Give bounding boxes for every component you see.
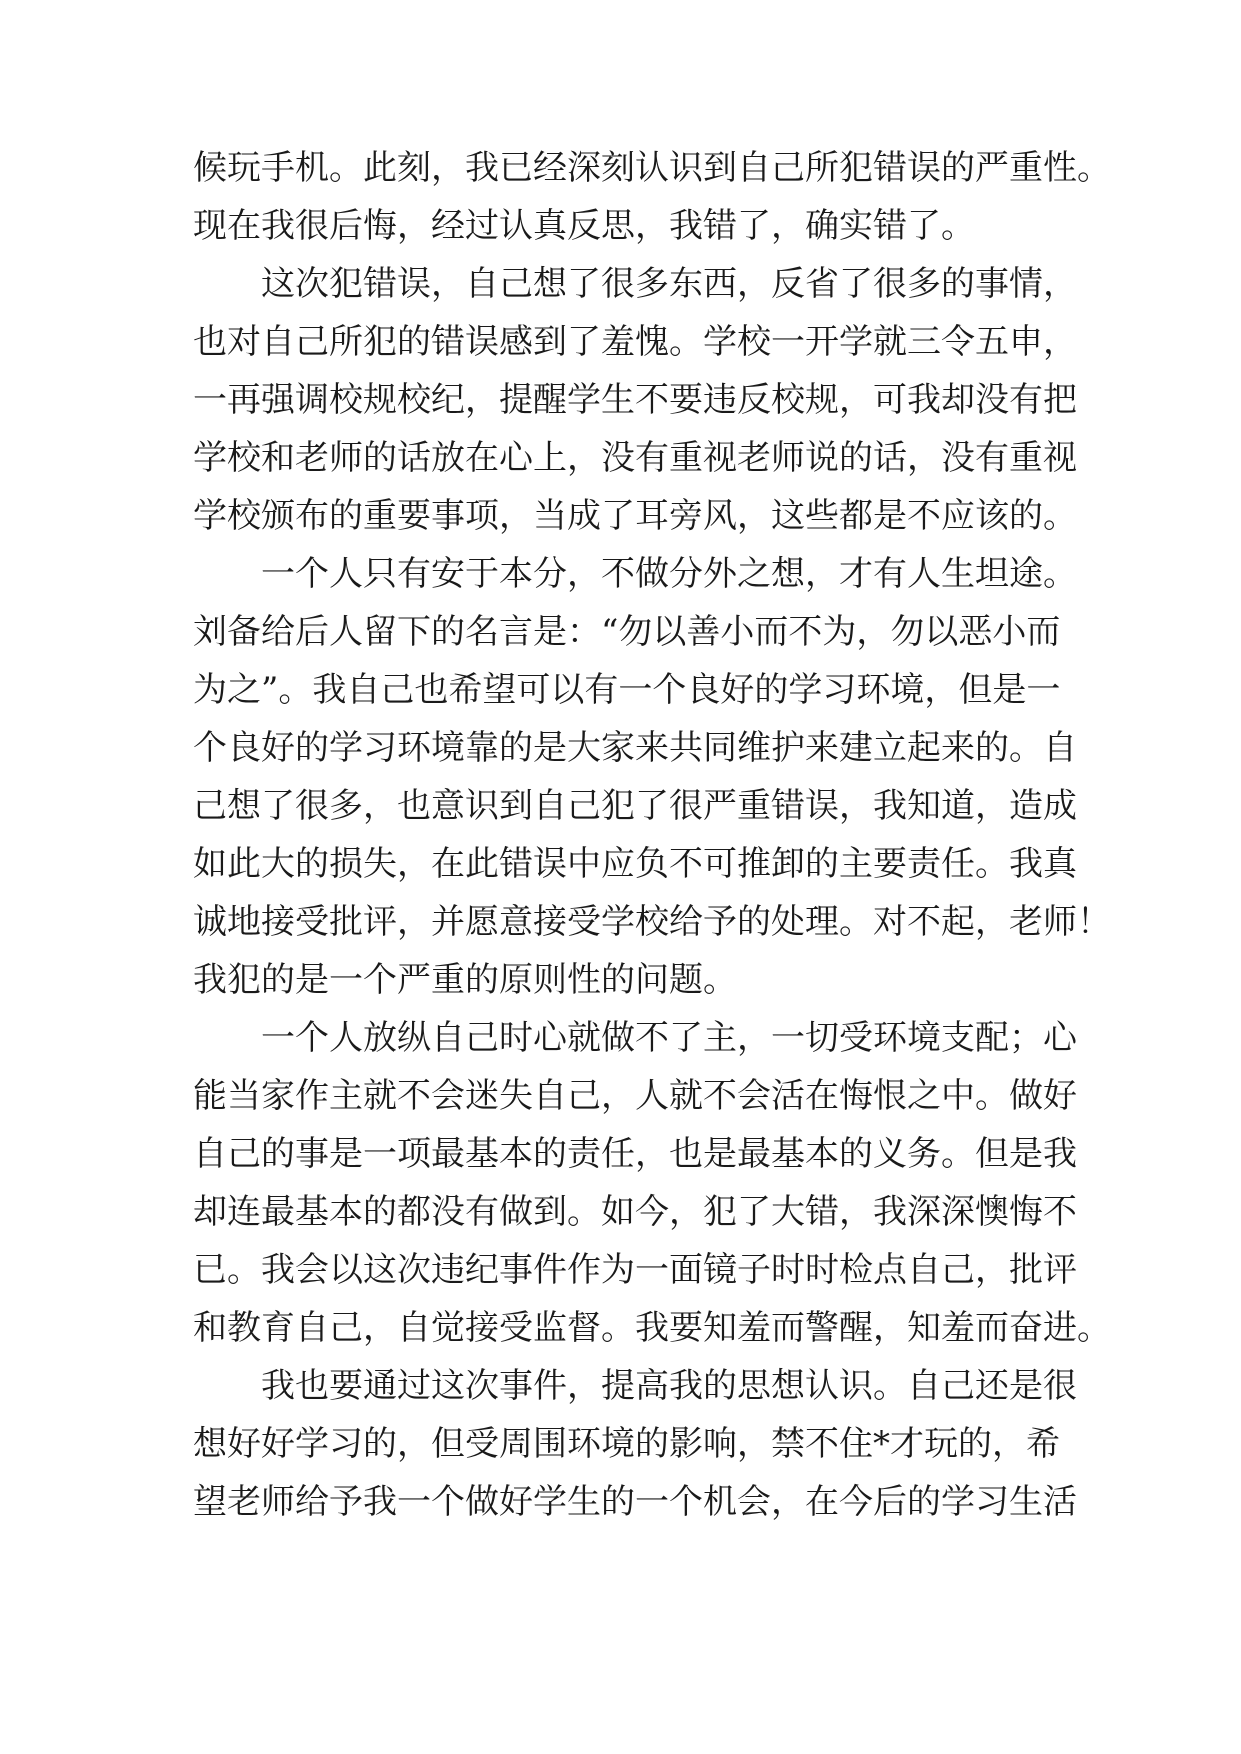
text-line: 如此大的损失，在此错误中应负不可推卸的主要责任。我真 (193, 844, 1077, 884)
text-line: 个良好的学习环境靠的是大家来共同维护来建立起来的。自 (193, 728, 1077, 768)
text-line: 为之”。我自己也希望可以有一个良好的学习环境，但是一 (193, 670, 1061, 710)
text-line: 和教育自己，自觉接受监督。我要知羞而警醒，知羞而奋进。 (193, 1308, 1111, 1348)
paragraph-start-line: 这次犯错误，自己想了很多东西，反省了很多的事情， (261, 264, 1077, 304)
text-line: 学校和老师的话放在心上，没有重视老师说的话，没有重视 (193, 438, 1077, 478)
text-line: 诚地接受批评，并愿意接受学校给予的处理。对不起，老师！ (193, 902, 1111, 942)
text-line: 已。我会以这次违纪事件作为一面镜子时时检点自己，批评 (193, 1250, 1077, 1290)
paragraph-start-line: 一个人放纵自己时心就做不了主，一切受环境支配；心 (261, 1018, 1077, 1058)
text-line: 望老师给予我一个做好学生的一个机会，在今后的学习生活 (193, 1482, 1077, 1522)
text-line: 一再强调校规校纪，提醒学生不要违反校规，可我却没有把 (193, 380, 1077, 420)
text-line: 也对自己所犯的错误感到了羞愧。学校一开学就三令五申， (193, 322, 1077, 362)
text-line: 自己的事是一项最基本的责任，也是最基本的义务。但是我 (193, 1134, 1077, 1174)
text-line: 刘备给后人留下的名言是：“勿以善小而不为，勿以恶小而 (193, 612, 1061, 652)
text-line: 能当家作主就不会迷失自己，人就不会活在悔恨之中。做好 (193, 1076, 1077, 1116)
paragraph-start-line: 我也要通过这次事件，提高我的思想认识。自己还是很 (261, 1366, 1077, 1406)
text-line: 现在我很后悔，经过认真反思，我错了，确实错了。 (193, 206, 975, 246)
text-line: 我犯的是一个严重的原则性的问题。 (193, 960, 737, 1000)
text-line: 己想了很多，也意识到自己犯了很严重错误，我知道，造成 (193, 786, 1077, 826)
text-line: 候玩手机。此刻，我已经深刻认识到自己所犯错误的严重性。 (193, 148, 1111, 188)
text-line: 学校颁布的重要事项，当成了耳旁风，这些都是不应该的。 (193, 496, 1077, 536)
text-line: 想好好学习的，但受周围环境的影响，禁不住*才玩的，希 (193, 1424, 1060, 1464)
paragraph-start-line: 一个人只有安于本分，不做分外之想，才有人生坦途。 (261, 554, 1077, 594)
text-line: 却连最基本的都没有做到。如今，犯了大错，我深深懊悔不 (193, 1192, 1077, 1232)
